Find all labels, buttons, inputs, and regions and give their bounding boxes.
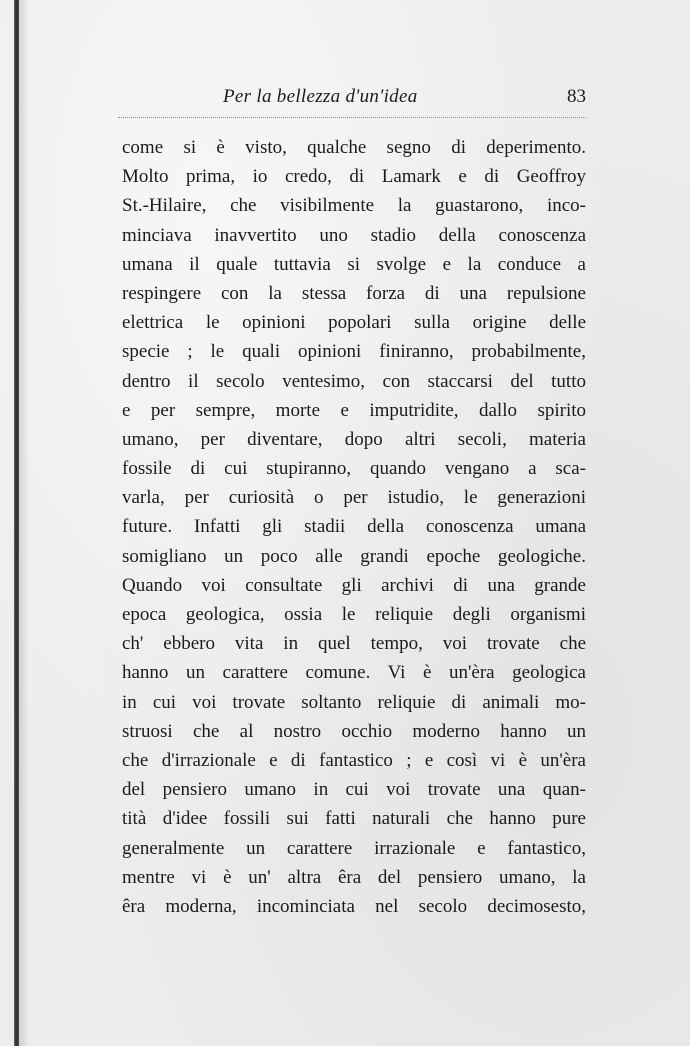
text-line: St.-Hilaire, che visibilmente la guastarono, inco- [122, 195, 586, 217]
text-line: generalmente un carattere irrazionale e fantastico, [122, 837, 586, 859]
text-line: future. Infatti gli stadii della conoscenza umana [122, 516, 586, 538]
text-line: che d'irrazionale e di fantastico ; e così vi è un'èra [122, 749, 586, 771]
text-line: somigliano un poco alle grandi epoche geologiche. [122, 545, 586, 567]
text-line: hanno un carattere comune. Vi è un'èra geologica [122, 662, 586, 684]
body-text [122, 133, 586, 921]
text-line: come si è visto, qualche segno di deperimento. [122, 137, 586, 158]
text-line: epoca geologica, ossia le reliquie degli organismi [122, 604, 586, 625]
text-line: êra moderna, incominciata nel secolo decimosesto, [122, 895, 586, 917]
text-line: respingere con la stessa forza di una repulsione [122, 282, 586, 304]
text-line: specie ; le quali opinioni finiranno, probabilmente, [122, 341, 586, 363]
running-title: Per la bellezza d'un'idea [223, 86, 418, 107]
text-line: Quando voi consultate gli archivi di una grande [122, 574, 586, 596]
spine-shadow [19, 0, 29, 1046]
page-header [120, 86, 586, 114]
text-line: tità d'idee fossili sui fatti naturali che hanno pure [122, 808, 586, 830]
text-line: Molto prima, io credo, di Lamark e di Geoffroy [122, 166, 586, 188]
page-number: 83 [567, 86, 586, 107]
text-line: varla, per curiosità o per istudio, le generazioni [122, 487, 586, 509]
text-line: umano, per diventare, dopo altri secoli, materia [122, 428, 586, 450]
text-line: e per sempre, morte e imputridite, dallo spirito [122, 399, 586, 421]
header-rule [118, 117, 586, 118]
text-line: del pensiero umano in cui voi trovate una quan- [122, 779, 586, 801]
text-line: minciava inavvertito uno stadio della conoscenza [122, 224, 586, 246]
text-line: struosi che al nostro occhio moderno hanno un [122, 720, 586, 742]
text-line: ch' ebbero vita in quel tempo, voi trovate che [122, 633, 586, 655]
text-line: dentro il secolo ventesimo, con staccarsi del tutto [122, 370, 586, 392]
text-line: fossile di cui stupiranno, quando vengano a sca- [122, 458, 586, 480]
text-line: umana il quale tuttavia si svolge e la conduce a [122, 253, 586, 275]
text-line: mentre vi è un' altra êra del pensiero umano, la [122, 866, 586, 888]
text-line: in cui voi trovate soltanto reliquie di animali mo- [122, 691, 586, 713]
text-line: elettrica le opinioni popolari sulla origine delle [122, 312, 586, 334]
